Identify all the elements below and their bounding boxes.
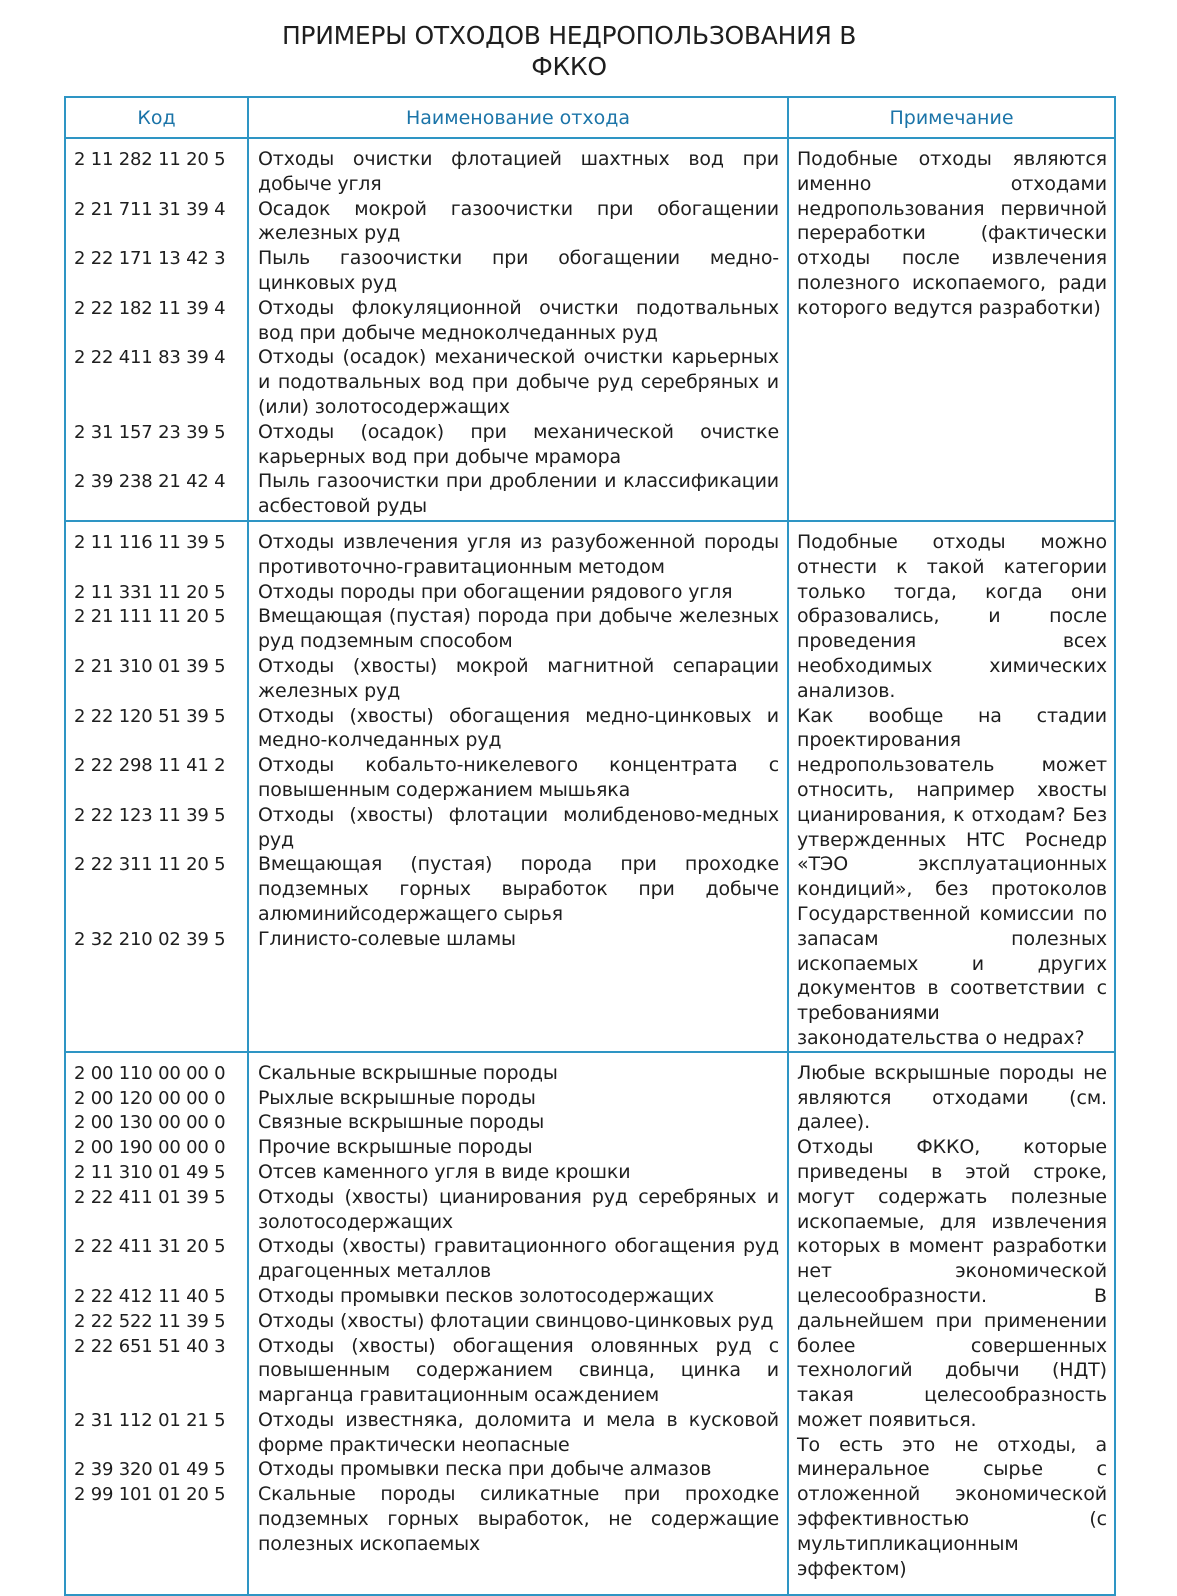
title-line-1: ПРИМЕРЫ ОТХОДОВ НЕДРОПОЛЬЗОВАНИЯ В: [281, 21, 857, 50]
waste-name: Отходы очистки флотацией шахтных вод при добыче угля: [258, 148, 779, 195]
title-line-2: ФККО: [531, 52, 607, 81]
waste-code: 2 99 101 01 20 5: [74, 1484, 226, 1506]
waste-name: Отходы флокуляционной очистки подотвальных вод при добыче медноколчеданных руд: [258, 296, 779, 344]
waste-name: Отходы (хвосты) гравитационного обогащения руд драгоценных металлов: [258, 1235, 779, 1283]
code-cell: [65, 138, 248, 521]
waste-code: 2 11 310 01 49 5: [74, 1161, 226, 1183]
note-cell: [788, 138, 1115, 521]
waste-code: 2 22 411 83 39 4: [74, 347, 226, 369]
header-note: Примечание: [788, 97, 1115, 138]
header-code: Код: [65, 97, 248, 138]
waste-name: Отходы промывки песка при добыче алмазов: [258, 1458, 712, 1481]
waste-name: Отходы (хвосты) цианирования руд серебряных и золотосодержащих: [258, 1185, 779, 1233]
waste-name-cell: [248, 138, 788, 521]
waste-code: 2 22 411 31 20 5: [74, 1236, 226, 1258]
waste-name: Отходы (осадок) механической очистки карьерных и подотвальных вод при добыче руд серебряных и (или) золотосодержащих: [258, 346, 779, 418]
waste-code: 2 22 182 11 39 4: [74, 297, 226, 319]
waste-code: 2 21 711 31 39 4: [74, 198, 226, 220]
note-cell: [788, 1052, 1115, 1595]
waste-code: 2 22 298 11 41 2: [74, 755, 226, 777]
waste-code: 2 21 111 11 20 5: [74, 606, 226, 628]
waste-name: Отсев каменного угля в виде крошки: [258, 1160, 631, 1183]
waste-code: 2 11 331 11 20 5: [74, 581, 226, 603]
waste-name: Прочие вскрышные породы: [258, 1136, 533, 1159]
waste-name: Скальные породы силикатные при проходке подземных горных выработок, не содержащие полезных ископаемых: [258, 1483, 779, 1555]
waste-name: Отходы (осадок) при механической очистке карьерных вод при добыче мрамора: [258, 420, 779, 468]
waste-name: Глинисто-солевые шламы: [258, 927, 516, 950]
waste-name: Отходы (хвосты) флотации молибденово-медных руд: [258, 803, 779, 851]
waste-name-cell: [248, 521, 788, 1052]
waste-code: 2 32 210 02 39 5: [74, 928, 226, 950]
waste-name: Вмещающая (пустая) порода при проходке подземных горных выработок при добыче алюминийсодержащего сырья: [258, 853, 779, 925]
table-body: [65, 138, 1115, 1595]
waste-name: Вмещающая (пустая) порода при добыче железных руд подземным способом: [258, 605, 779, 653]
waste-name-cell: [248, 1052, 788, 1595]
table-header-row: [65, 97, 1115, 138]
waste-name: Рыхлые вскрышные породы: [258, 1086, 536, 1109]
note-paragraph: Отходы ФККО, которые приведены в этой строке, могут содержать полезные ископаемые, для извлечения которых в момент разработки нет экономической целесообразности. В дальнейшем при применении более совершенных технологий добычи (НДТ) такая целесообразность может появиться.: [797, 1136, 1107, 1431]
note-paragraph: Любые вскрышные породы не являются отходами (см. далее).: [797, 1061, 1107, 1134]
code-cell: [65, 1052, 248, 1595]
waste-name: Осадок мокрой газоочистки при обогащении железных руд: [258, 197, 779, 245]
waste-code: 2 00 130 00 00 0: [74, 1112, 226, 1134]
fkko-waste-table: [64, 96, 1116, 1596]
waste-name: Отходы известняка, доломита и мела в кусковой форме практически неопасные: [258, 1408, 779, 1456]
waste-name: Отходы (хвосты) обогащения медно-цинковых и медно-колчеданных руд: [258, 704, 779, 752]
table-row: [65, 138, 1115, 521]
note-paragraph: То есть это не отходы, а минеральное сырье с отложенной экономической эффективностью (с мультипликационным эффектом): [797, 1433, 1107, 1580]
note-paragraph: Подобные отходы можно отнести к такой категории только тогда, когда они образовались, и после проведения всех необходимых химических анализов.: [797, 531, 1107, 702]
waste-code: 2 22 311 11 20 5: [74, 854, 226, 876]
note-cell: [788, 521, 1115, 1052]
waste-code: 2 00 190 00 00 0: [74, 1137, 226, 1159]
waste-code: 2 22 123 11 39 5: [74, 804, 226, 826]
waste-code: 2 39 238 21 42 4: [74, 471, 226, 493]
waste-name: Пыль газоочистки при дроблении и классификации асбестовой руды: [258, 470, 779, 518]
waste-code: 2 22 411 01 39 5: [74, 1186, 226, 1208]
code-cell: [65, 521, 248, 1052]
waste-code: 2 21 310 01 39 5: [74, 655, 226, 677]
waste-code: 2 31 157 23 39 5: [74, 421, 226, 443]
table-row: [65, 521, 1115, 1052]
waste-name: Отходы породы при обогащении рядового угля: [258, 580, 733, 603]
note-paragraph: Как вообще на стадии проектирования недропользователь может относить, например хвосты цианирования, к отходам? Без утвержденных НТС Роснедр «ТЭО эксплуатационных кондиций», без протоколов Государственной комиссии по запасам полезных ископаемых и других документов в соответствии с требованиями законодательства о недрах?: [797, 704, 1107, 1049]
waste-name: Связные вскрышные породы: [258, 1111, 545, 1134]
waste-code: 2 22 412 11 40 5: [74, 1285, 226, 1307]
waste-name: Отходы промывки песков золотосодержащих: [258, 1284, 715, 1307]
waste-name: Отходы кобальто-никелевого концентрата с повышенным содержанием мышьяка: [258, 754, 779, 801]
waste-code: 2 11 116 11 39 5: [74, 532, 226, 553]
waste-code: 2 31 112 01 21 5: [74, 1409, 226, 1431]
waste-code: 2 22 171 13 42 3: [74, 248, 226, 270]
waste-code: 2 11 282 11 20 5: [74, 149, 226, 170]
waste-code: 2 22 120 51 39 5: [74, 705, 226, 727]
note-paragraph: Подобные отходы являются именно отходами недропользования первичной переработки (фактически отходы после извлечения полезного ископаемого, ради которого ведутся разработки): [797, 148, 1107, 319]
waste-name: Отходы извлечения угля из разубоженной породы противоточно-гравитационным методом: [258, 531, 779, 578]
waste-name: Пыль газоочистки при обогащении медно-цинковых руд: [258, 247, 779, 294]
waste-code: 2 22 651 51 40 3: [74, 1335, 226, 1357]
page-title: [0, 20, 1138, 82]
waste-name: Отходы (хвосты) флотации свинцово-цинковых руд: [258, 1309, 774, 1332]
waste-code: 2 22 522 11 39 5: [74, 1310, 226, 1332]
header-waste-name: Наименование отхода: [248, 97, 788, 138]
waste-name: Отходы (хвосты) мокрой магнитной сепарации железных руд: [258, 654, 779, 702]
waste-code: 2 00 120 00 00 0: [74, 1087, 226, 1109]
table-row: [65, 1052, 1115, 1595]
waste-name: Скальные вскрышные породы: [258, 1061, 558, 1084]
waste-name: Отходы (хвосты) обогащения оловянных руд с повышенным содержанием свинца, цинка и марганца гравитационным осаждением: [258, 1334, 779, 1407]
waste-code: 2 39 320 01 49 5: [74, 1459, 226, 1481]
waste-code: 2 00 110 00 00 0: [74, 1062, 226, 1084]
